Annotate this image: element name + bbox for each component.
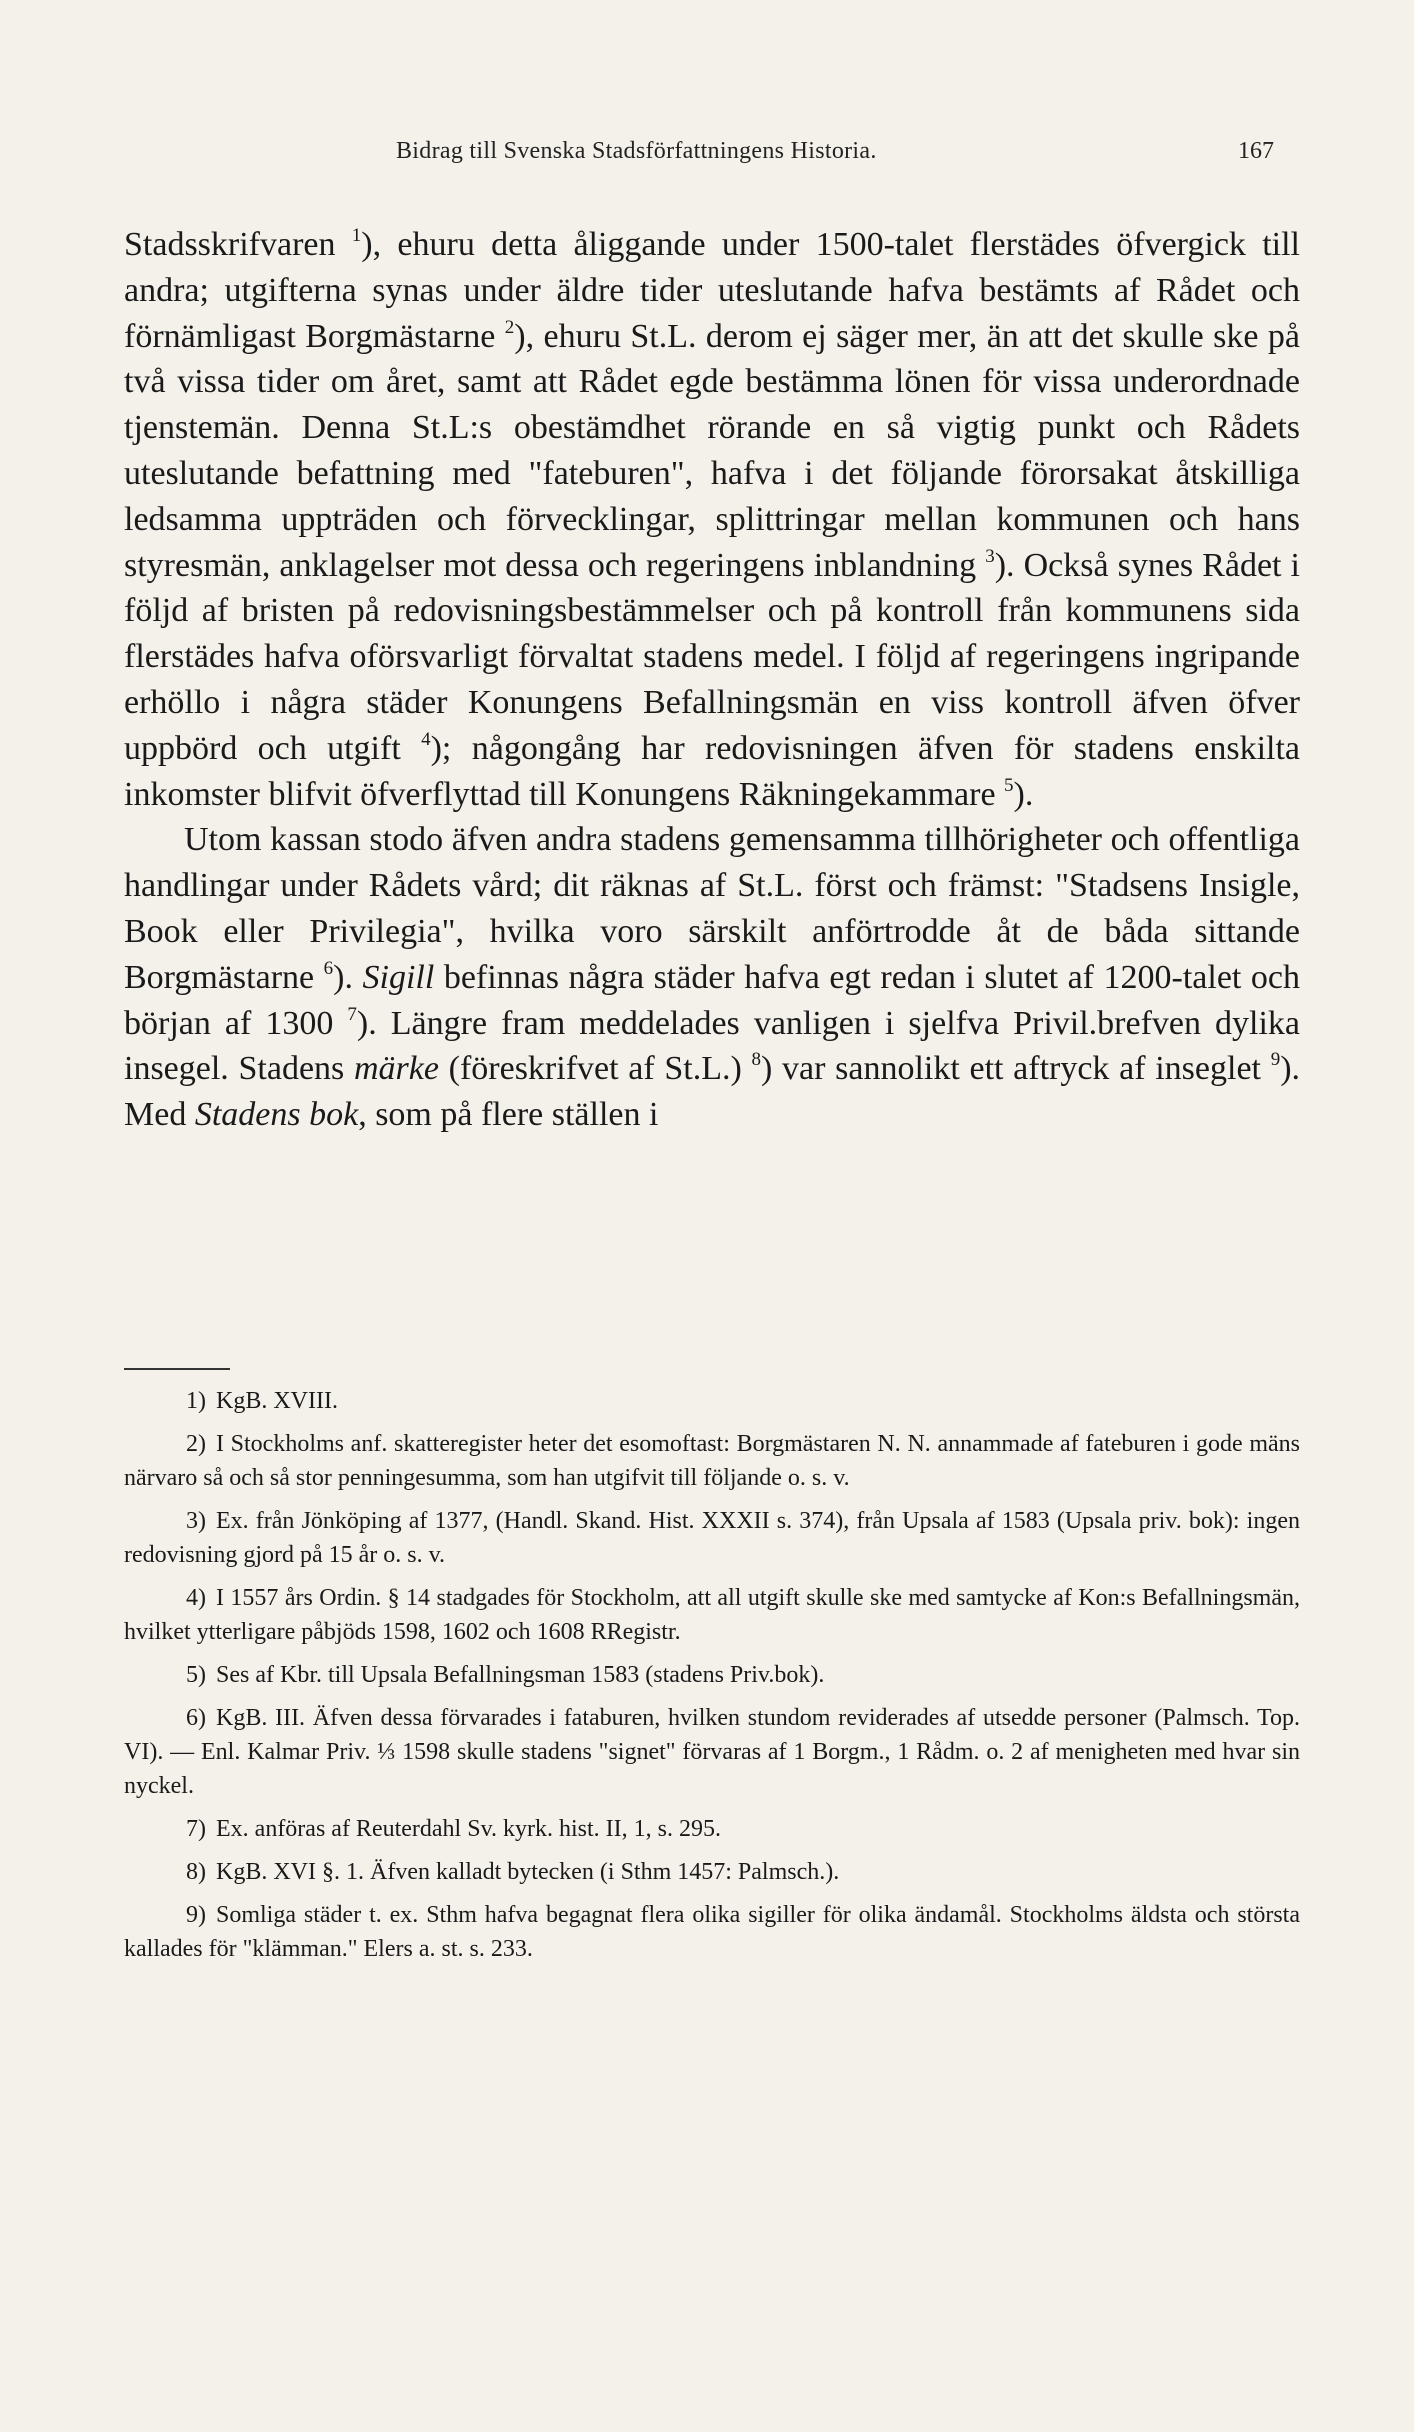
footnote-marker: 8 bbox=[751, 1049, 761, 1071]
running-head: Bidrag till Svenska Stadsförfattningens Historia. bbox=[396, 138, 877, 164]
body-text bbox=[124, 222, 1300, 1138]
footnote-marker: 1 bbox=[351, 225, 362, 246]
footnote-number: 2) bbox=[186, 1431, 206, 1457]
text-run: ), ehuru St.L. derom ej säger mer, än att det skulle ske på två vissa tider om året, samt att Rådet egde bestämma lönen för vissa underordnade tjenstemän. Denna St.L:s obestämdhet rörande en så vigtig punkt och Rådets uteslutande befattning med "fateburen", hafva i det följande förorsakat åtskilliga ledsamma uppträden och förvecklingar, splittringar mellan kommunen och hans styresmän, anklagelser mot dessa och regeringens inblandning bbox=[124, 317, 1301, 584]
text-run: , som på flere ställen i bbox=[358, 1096, 659, 1134]
page-number: 167 bbox=[1238, 138, 1274, 164]
footnote bbox=[124, 1427, 1300, 1495]
footnote-divider bbox=[124, 1368, 230, 1370]
footnote-text: KgB. XVIII. bbox=[216, 1388, 338, 1414]
footnotes bbox=[124, 1384, 1300, 1975]
footnote-number: 7) bbox=[186, 1816, 206, 1842]
emphasis-text: Sigill bbox=[362, 958, 435, 996]
footnote bbox=[124, 1701, 1300, 1803]
paragraph bbox=[124, 222, 1300, 817]
footnote-marker: 3 bbox=[985, 545, 995, 567]
footnote-marker: 7 bbox=[347, 1003, 357, 1025]
emphasis-text: Stadens bok bbox=[194, 1096, 359, 1134]
text-run: ). Längre fram meddelades vanligen i sjelfva Privil.brefven dylika insegel. Stadens bbox=[124, 1004, 1301, 1088]
text-run: ) var sannolikt ett aftryck af inseglet bbox=[761, 1050, 1261, 1088]
footnote-marker: 9 bbox=[1270, 1049, 1281, 1071]
text-run: ). Med bbox=[124, 1050, 1301, 1134]
footnote bbox=[124, 1855, 1300, 1889]
footnote bbox=[124, 1658, 1300, 1692]
text-run: ). bbox=[1013, 775, 1034, 813]
footnote bbox=[124, 1384, 1300, 1418]
footnote-text: Ex. anföras af Reuterdahl Sv. kyrk. hist. II, 1, s. 295. bbox=[216, 1816, 722, 1842]
footnote-number: 1) bbox=[186, 1388, 206, 1414]
text-run: ). Också synes Rådet i följd af bristen på redovisningsbestämmelser och på kontroll från kommunens sida flerstädes hafva oförsvarligt förvaltat stadens medel. I följd af regeringens ingripande erhöllo i några städer Konungens Befallningsmän en viss kontroll äfven öfver uppbörd och utgift bbox=[124, 546, 1301, 767]
footnote-text: Somliga städer t. ex. Sthm hafva begagnat flera olika sigiller för olika ändamål. Stockholms äldsta och största kallades för "klämman." Elers a. st. s. 233. bbox=[124, 1902, 1300, 1962]
footnote-marker: 6 bbox=[323, 957, 334, 979]
footnote-number: 6) bbox=[186, 1705, 206, 1731]
text-run: Stadsskrifvaren bbox=[124, 226, 336, 263]
footnote bbox=[124, 1812, 1300, 1846]
footnote-marker: 4 bbox=[421, 728, 431, 750]
text-run: Utom kassan stodo äfven andra stadens gemensamma tillhörigheter och offentliga handlingar under Rådets vård; dit räknas af St.L. först och främst: "Stadsens Insigle, Book eller Privilegia", hvilka voro särskilt anförtrodde åt de båda sittande Borgmästarne bbox=[124, 821, 1300, 996]
footnote-number: 5) bbox=[186, 1662, 206, 1688]
footnote-text: I Stockholms anf. skatteregister heter det esomoftast: Borgmästaren N. N. annammade af fateburen i gode mäns närvaro så och så stor penningesumma, som han utgifvit till följande o. s. v. bbox=[124, 1431, 1300, 1491]
text-run: ), ehuru detta åliggande under 1500-talet flerstädes öfvergick till andra; utgifterna synas under äldre tider uteslutande hafva bestämts af Rådet och förnämligast Borgmästarne bbox=[124, 226, 1300, 355]
paragraph bbox=[124, 817, 1300, 1138]
footnote bbox=[124, 1581, 1300, 1649]
footnote-text: KgB. XVI §. 1. Äfven kalladt bytecken (i Sthm 1457: Palmsch.). bbox=[216, 1859, 840, 1885]
text-run: befinnas några städer hafva egt redan i slutet af 1200-talet och början af 1300 bbox=[124, 958, 1300, 1042]
footnote-marker: 2 bbox=[504, 316, 515, 338]
emphasis-text: märke bbox=[353, 1050, 439, 1088]
footnote-text: Ses af Kbr. till Upsala Befallningsman 1583 (stadens Priv.bok). bbox=[216, 1662, 825, 1688]
footnote-marker: 5 bbox=[1004, 774, 1014, 796]
text-run: ); någongång har redovisningen äfven för stadens enskilta inkomster blifvit öfverflyttad till Konungens Räkningekammare bbox=[124, 729, 1300, 813]
footnote-text: I 1557 års Ordin. § 14 stadgades för Stockholm, att all utgift skulle ske med samtycke af Kon:s Befallningsmän, hvilket ytterligare påbjöds 1598, 1602 och 1608 RRegistr. bbox=[124, 1585, 1300, 1645]
footnote-text: Ex. från Jönköping af 1377, (Handl. Skand. Hist. XXXII s. 374), från Upsala af 1583 (Upsala priv. bok): ingen redovisning gjord på 15 år o. s. v. bbox=[124, 1508, 1300, 1568]
footnote-number: 4) bbox=[186, 1585, 206, 1611]
footnote bbox=[124, 1898, 1300, 1966]
text-run: ). bbox=[333, 958, 363, 996]
footnote-text: KgB. III. Äfven dessa förvarades i fataburen, hvilken stundom reviderades af utsedde personer (Palmsch. Top. VI). — Enl. Kalmar Priv. ⅓ 1598 skulle stadens "signet" förvaras af 1 Borgm., 1 Rådm. o. 2 af menigheten med hvar sin nyckel. bbox=[124, 1705, 1300, 1799]
text-run: (föreskrifvet af St.L.) bbox=[438, 1050, 742, 1088]
footnote-number: 9) bbox=[186, 1902, 206, 1928]
footnote-number: 8) bbox=[186, 1859, 206, 1885]
footnote bbox=[124, 1504, 1300, 1572]
footnote-number: 3) bbox=[186, 1508, 206, 1534]
